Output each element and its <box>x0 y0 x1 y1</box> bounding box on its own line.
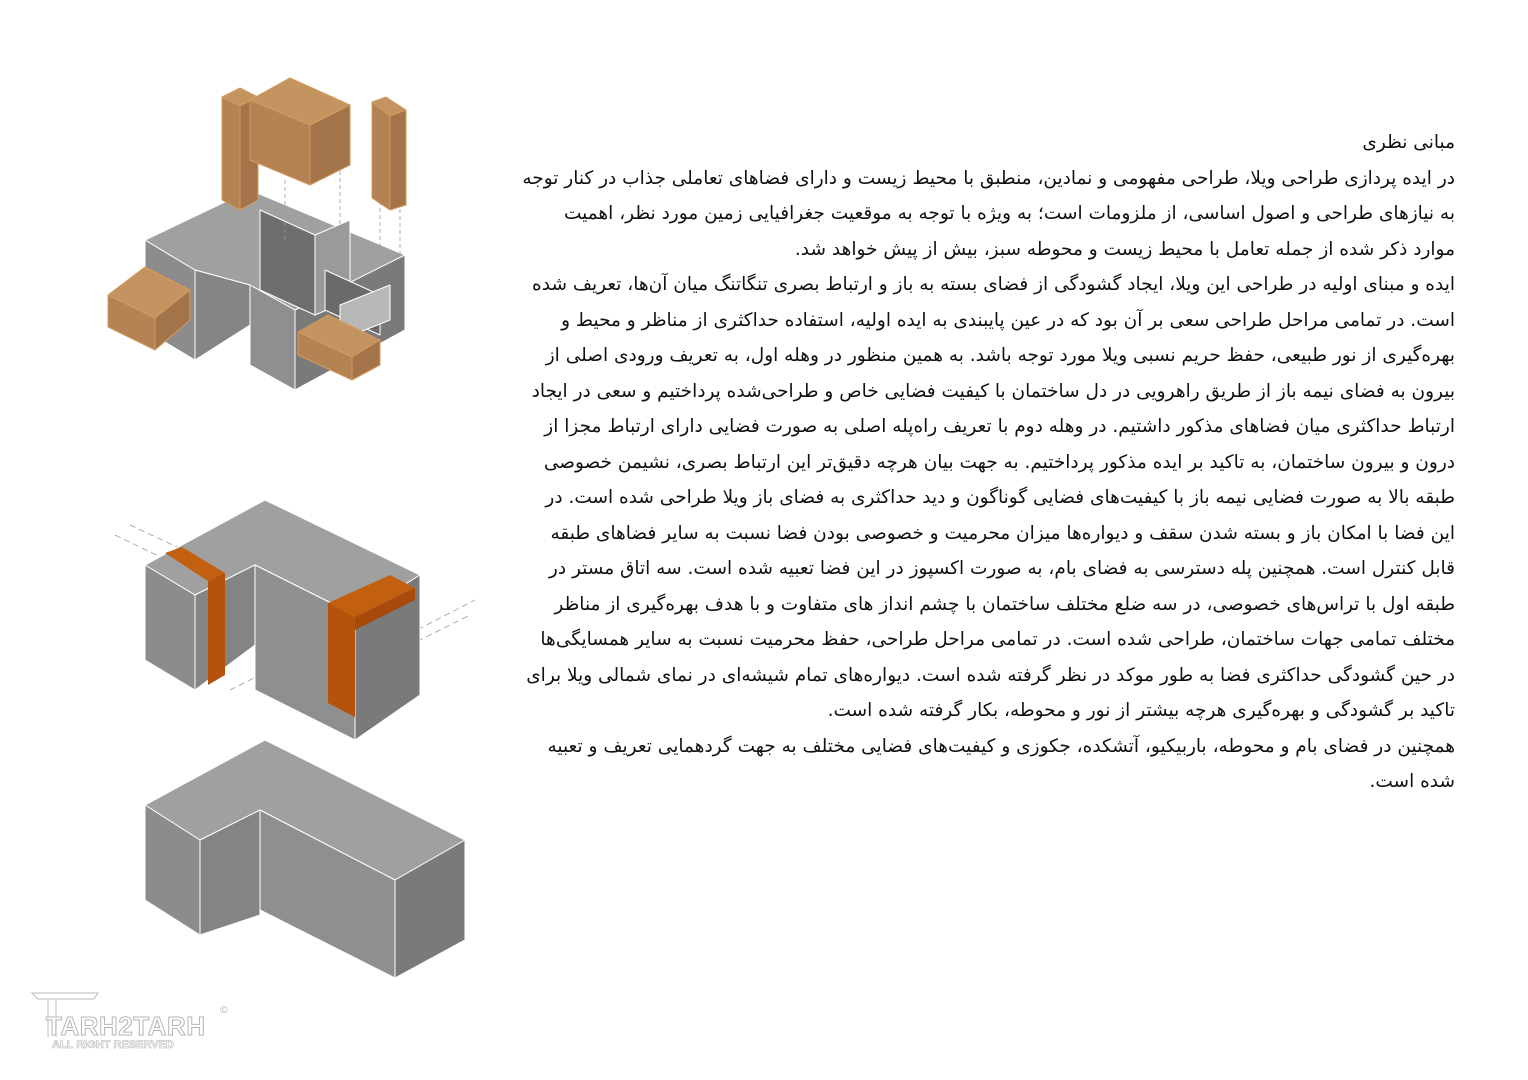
paragraph-intro: در ایده پردازی طراحی ویلا، طراحی مفهومی و نمادین، منطبق با محیط زیست و دارای فضاهای تعاملی جذاب در کنار توجه به نیازهای طراحی و اصول اساسی، از ملزومات است؛ به ویژه با توجه به موقعیت جغرافیایی زمین مورد نظر، اهمیت موارد ذکر شده از جمله تعامل با محیط زیست و محوطه سبز، بیش از پیش خواهد شد. <box>522 167 1455 260</box>
watermark-tagline: ALL RIGHT RESERVED <box>52 1039 174 1051</box>
text-column <box>520 125 1455 800</box>
paragraph-roof-yard: همچنین در فضای بام و محوطه، باربیکیو، آتشکده، جکوزی و کیفیت‌های فضایی مختلف به جهت گردهمایی تعریف و تعبیه شده است. <box>547 735 1455 792</box>
watermark-brand: TARH2TARH <box>46 1011 206 1041</box>
stair-strip-side <box>208 573 225 685</box>
section-heading: مبانی نظری <box>1362 132 1455 153</box>
floating-box-tall-left <box>222 97 240 210</box>
main-mass-front-face <box>195 270 250 360</box>
exploded-axonometric-diagram <box>100 70 480 390</box>
lounge-strip-front <box>328 603 355 717</box>
copyright-icon: © <box>219 1005 229 1016</box>
circulation-axonometric-diagram <box>110 495 480 745</box>
tarh2tarh-watermark-logo <box>28 985 238 1055</box>
base-mass-diagram <box>140 735 470 985</box>
floating-slab-right-right <box>390 110 406 210</box>
paragraph-design-idea: ایده و مبنای اولیه در طراحی این ویلا، ایجاد گشودگی از فضای بسته به باز و ارتباط بصری تنگاتنگ میان آن‌ها، تعریف شده است. در تمامی مراحل طراحی سعی بر آن بود که در عین پایبندی به ایده اولیه، استفاده حداکثری از مناظر و محیط و بهره‌گیری از نور طبیعی، حفظ حریم نسبی ویلا مورد توجه باشد. به همین منظور در وهله اول، به تعریف ورودی اصلی از بیرون به فضای نیمه باز از طریق راهرویی در دل ساختمان با کیفیت فضایی خاص و طراحی‌شده پرداختیم و سعی در ایجاد ارتباط حداکثری میان فضاهای مذکور داشتیم. در وهله دوم با تعریف راه‌پله اصلی به صورت فضایی دارای ارتباط مجزا از درون و بیرون ساختمان، به تاکید بر ایده مذکور پرداختیم. به جهت بیان هرچه دقیق‌تر این ارتباط بصری، نشیمن خصوصی طبقه بالا به صورت فضایی نیمه باز با کیفیت‌های فضایی گوناگون و دید حداکثری به فضای باز ویلا طراحی شده است. در این فضا با امکان باز و بسته شدن سقف و دیواره‌ها میزان محرمیت و خصوصی بودن فضا نسبت به سایر فضاهای طبقه قابل کنترل است. همچنین پله دسترسی به فضای بام، به صورت اکسپوز در این فضا تعبیه شده است. سه اتاق مستر در طبقه اول با تراس‌های خصوصی، در سه ضلع مختلف ساختمان با چشم انداز های متفاوت و با هدف بهره‌گیری از مناظر مختلف تمامی جهات ساختمان، طراحی شده است. در تمامی مراحل طراحی، حفظ محرمیت نسبت به سایر همسایگی‌ها در حین گشودگی حداکثری فضا به طور موکد در نظر گرفته شده است. دیواره‌های تمام شیشه‌ای در نمای شمالی ویلا برای تاکید بر گشودگی و بهره‌گیری هرچه بیشتر از نور و محوطه، بکار گرفته شده است. <box>526 274 1455 721</box>
floating-slab-right-left <box>372 102 390 210</box>
